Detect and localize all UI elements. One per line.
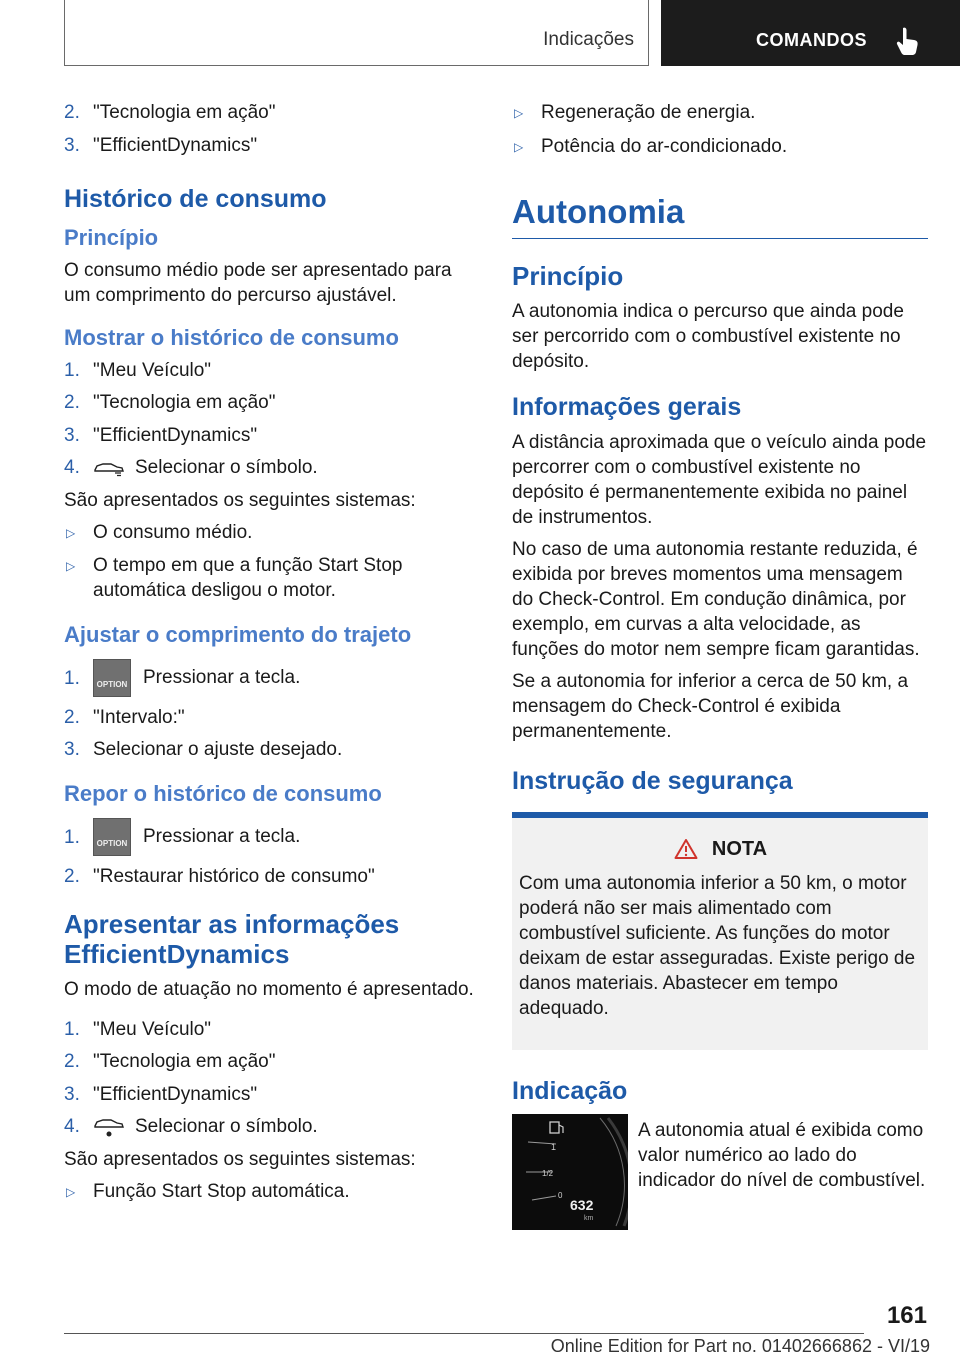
note-text: Com uma autonomia inferior a 50 km, o motor poderá não ser mais alimentado com combustível suficiente. As funções do motor deixam de estar asseguradas. Existe perigo de danos materiais. Abastecer em tempo adequado. (519, 872, 916, 1019)
gauge-tick-full: 1 (551, 1141, 557, 1152)
heading-seguranca: Instrução de segurança (512, 766, 793, 795)
triangle-bullet-icon: ▷ (514, 106, 524, 120)
efficient-car-icon (93, 459, 125, 477)
bullet-item: ▷ Potência do ar-condicionado. (512, 134, 928, 160)
list-item: 1. OPTION Pressionar a tecla. (64, 818, 482, 856)
right-column (512, 100, 928, 1230)
indicacao-block (512, 1114, 928, 1230)
footer-edition: Online Edition for Part no. 01402666862 - VI/19 (550, 1336, 930, 1356)
header-section-tab (64, 0, 649, 66)
list-item: 3. "EfficientDynamics" (64, 424, 258, 446)
paragraph-indicacao: A autonomia atual é exibida como valor numérico ao lado do indicador do nível de combustível. (638, 1119, 926, 1191)
left-column (64, 100, 482, 1212)
list-item: 2. "Tecnologia em ação" (64, 102, 276, 123)
paragraph-sistemas: São apresentados os seguintes sistemas: (64, 1148, 416, 1170)
list-item: 4. Selecionar o símbolo. (64, 457, 318, 478)
paragraph-principio: O consumo médio pode ser apresentado para um comprimento do percurso ajustável. (64, 259, 452, 306)
fuel-gauge-image (512, 1114, 628, 1230)
heading-repor: Repor o histórico de consumo (64, 781, 382, 806)
header-chapter-label: COMANDOS (756, 30, 867, 50)
triangle-bullet-icon: ▷ (66, 559, 76, 573)
heading-ajustar: Ajustar o comprimento do trajeto (64, 622, 412, 647)
range-unit: km (584, 1214, 594, 1222)
gauge-tick-half: 1/2 (542, 1168, 554, 1178)
bullet-item: ▷ Regeneração de energia. (512, 100, 928, 126)
heading-principio: Princípio (64, 224, 159, 250)
paragraph-gerais-3: Se a autonomia for inferior a cerca de 50 km, a mensagem do Check-Control é exibida permanentemente. (512, 670, 909, 742)
pointing-hand-icon (894, 26, 922, 56)
header-section-label: Indicações (543, 29, 634, 50)
range-value: 632 (570, 1196, 594, 1213)
paragraph-gerais-1: A distância aproximada que o veículo ainda pode percorrer com o combustível existente no depósito é permanentemente exibida no painel de instrumentos. (512, 431, 927, 528)
page-number: 161 (886, 1302, 927, 1329)
heading-apresentar: Apresentar as informações EfficientDynamics (64, 908, 400, 969)
triangle-bullet-icon: ▷ (66, 1184, 76, 1199)
bullet-item: ▷ Função Start Stop automática. (64, 1179, 482, 1205)
paragraph-principio: A autonomia indica o percurso que ainda pode ser percorrido com o combustível existente no depósito. (512, 300, 904, 372)
heading-autonomia: Autonomia (512, 192, 928, 239)
efficient-car-dot-icon (93, 1116, 125, 1138)
heading-mostrar: Mostrar o histórico de consumo (64, 324, 399, 350)
heading-principio: Princípio (512, 260, 624, 291)
heading-historico: Histórico de consumo (64, 184, 327, 213)
heading-informacoes-gerais: Informações gerais (512, 392, 742, 421)
header-chapter-tab (661, 0, 960, 66)
list-item: 3. "EfficientDynamics" (64, 134, 258, 156)
list-item: 2. "Restaurar histórico de consumo" (64, 865, 375, 887)
list-item: 2. "Tecnologia em ação" (64, 392, 276, 413)
footer-divider (64, 1333, 864, 1334)
bullet-item: ▷ O tempo em que a função Start Stop automática desligou o motor. (66, 555, 403, 601)
paragraph-sistemas: São apresentados os seguintes sistemas: (64, 489, 416, 511)
list-item: 1. "Meu Veículo" (64, 359, 212, 381)
list-item: 3. "EfficientDynamics" (64, 1083, 258, 1105)
list-item: 1. "Meu Veículo" (64, 1018, 212, 1040)
triangle-bullet-icon: ▷ (66, 525, 76, 540)
paragraph-modo: O modo de atuação no momento é apresentado. (64, 978, 474, 1000)
list-item: 2. "Intervalo:" (64, 706, 185, 728)
warning-triangle-icon (674, 838, 698, 860)
note-title: NOTA (519, 838, 922, 861)
gauge-tick-empty: 0 (558, 1190, 563, 1200)
warning-note-box (512, 812, 928, 1050)
list-item: 3. Selecionar o ajuste desejado. (64, 739, 343, 760)
option-key-icon: OPTION (93, 659, 131, 697)
list-item: 1. OPTION Pressionar a tecla. (64, 659, 482, 697)
paragraph-gerais-2: No caso de uma autonomia restante reduzida, é exibida por breves momentos uma mensagem do Check-Control. Em condução dinâmica, por exemplo, em curvas a alta velocidade, as funções do motor nem sempre ficam garantidas. (512, 538, 920, 660)
triangle-bullet-icon: ▷ (514, 139, 524, 154)
list-item: 4. Selecionar o símbolo. (64, 1116, 318, 1137)
option-key-icon: OPTION (93, 818, 131, 856)
bullet-item: ▷ O consumo médio. (64, 520, 482, 546)
list-item: 2. "Tecnologia em ação" (64, 1051, 276, 1072)
heading-indicacao: Indicação (512, 1076, 628, 1105)
